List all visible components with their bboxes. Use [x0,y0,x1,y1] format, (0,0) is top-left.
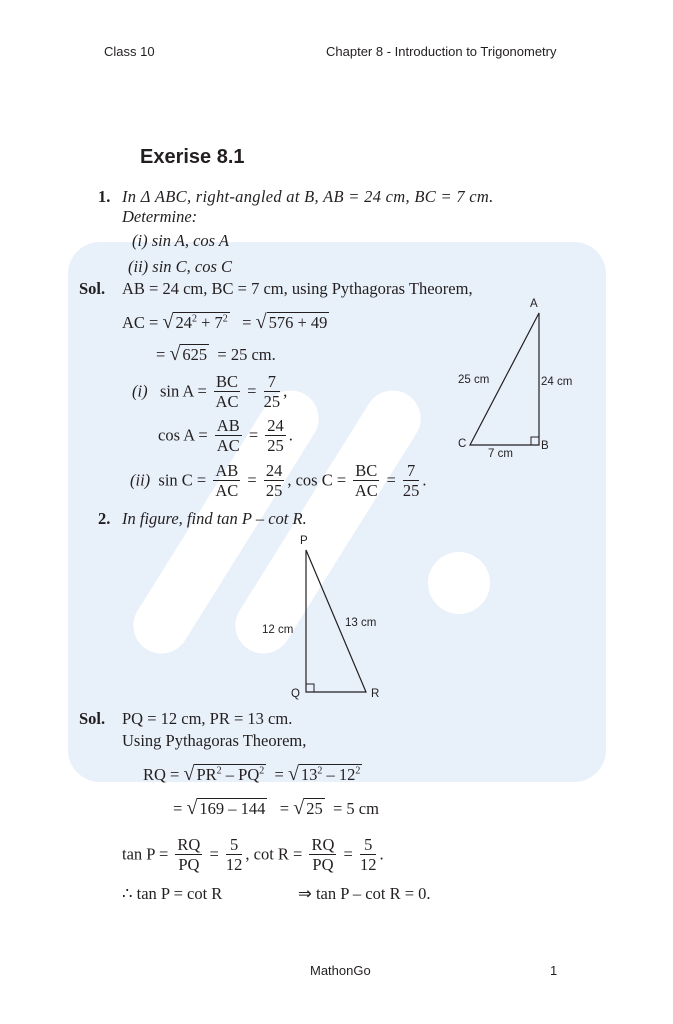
page-number: 1 [550,963,558,978]
header-class: Class 10 [104,44,155,59]
sol1-line1: AB = 24 cm, BC = 7 cm, using Pythagoras Theorem, [122,279,473,298]
fig1-label-side: 24 cm [541,376,573,388]
fig2-label-hyp: 13 cm [345,617,377,629]
fig2-label-r: R [371,688,380,700]
sol2-line1: PQ = 12 cm, PR = 13 cm. [122,709,293,728]
sol2-implies: ⇒ tan P – cot R = 0. [298,884,431,903]
fig2-label-p: P [300,535,308,547]
q2-text: In figure, find tan P – cot R. [122,509,307,528]
q1-number: 1. [98,187,111,206]
sol1-label: Sol. [79,279,106,298]
sol1-sinC-cosC: (ii) sin C = $\frac{AB}{AC}$ = $\frac{24}{25}$ , cos C = $\frac{BC}{AC}$ = $\frac{7}{25}$ . [130,461,427,500]
fig1-label-base: 7 cm [488,448,513,460]
q1-part-i: (i) sin A, cos A [132,231,230,250]
sol2-rq-result: = √ 169 – 144 = √ 25 = 5 cm [173,797,379,819]
sol1-ac-result: = √ 625 = 25 cm. [156,343,276,365]
header-chapter: Chapter 8 - Introduction to Trigonometry [326,44,557,59]
sol2-tanP-cotR: tan P = $\frac{RQ}{PQ}$ = $\frac{5}{12}$ , cot R = $\frac{RQ}{PQ}$ = $\frac{5}{12}$ . [122,835,384,874]
sol2-rq-eq: RQ = √ $PR^2 - PQ^2$ = √ $13^2 - 12^2$ [143,763,361,785]
q1-text: In Δ ABC, right-angled at B, AB = 24 cm, BC = 7 cm. [122,187,494,206]
sol1-cosA: cos A = $\frac{AB}{AC}$ = $\frac{24}{25}$ . [158,416,293,455]
sol2-line2: Using Pythagoras Theorem, [122,731,307,750]
fig1-label-c: C [458,438,467,450]
q1-part-ii: (ii) sin C, cos C [128,257,233,276]
footer-brand: MathonGo [310,963,371,978]
sol1-ac-eq: AC = √ $24^2 + 7^2$ = √ 576 + 49 [122,311,328,333]
fig1-label-a: A [530,298,538,310]
sol2-label: Sol. [79,709,106,728]
fig1-label-b: B [541,440,549,452]
q1-determine: Determine: [122,207,198,226]
exercise-title: Exerise 8.1 [140,146,245,168]
fig1-label-hyp: 25 cm [458,374,490,386]
q2-number: 2. [98,509,111,528]
sol1-sinA: (i) sin A = $\frac{BC}{AC}$ = $\frac{7}{25}$ , [132,372,288,411]
fig2-label-side: 12 cm [262,624,294,636]
sol2-therefore: ∴ tan P = cot R [122,884,223,903]
fig2-label-q: Q [291,688,300,700]
watermark-dot [428,552,490,614]
